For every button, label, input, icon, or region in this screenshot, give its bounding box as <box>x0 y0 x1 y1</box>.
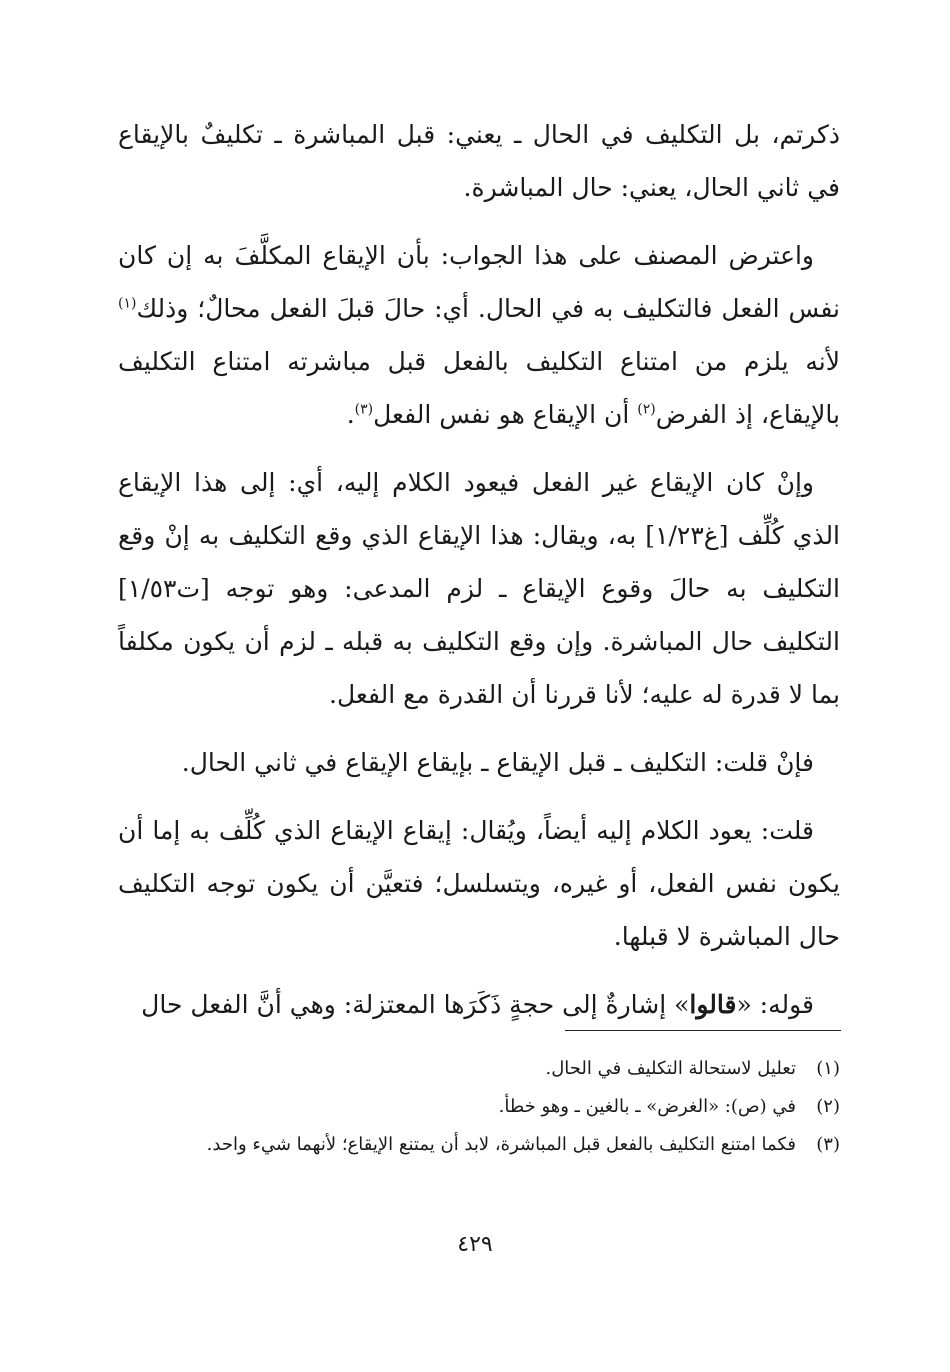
paragraph-2-text-d: . <box>346 400 355 429</box>
paragraph-2-text-a: واعترض المصنف على هذا الجواب: بأن الإيقاع المكلَّفَ به إن كان نفس الفعل فالتكليف به في الحال. أي: حالَ قبلَ الفعل محالٌ؛ وذلك <box>118 241 840 323</box>
paragraph-3-text: وإنْ كان الإيقاع غير الفعل فيعود الكلام إليه، أي: إلى هذا الإيقاع الذي كُلِّف [غ١/٢٣] به، ويقال: هذا الإيقاع الذي وقع التكليف به إنْ وقع التكليف به حالَ وقوع الإيقاع ـ لزم المدعى: وهو توجه [ت١/٥٣] التكليف حال المباشرة. وإن وقع التكليف به قبله ـ لزم أن يكون مكلفاً بما لا قدرة له عليه؛ لأنا قررنا أن القدرة مع الفعل. <box>118 468 841 709</box>
footnote-divider <box>565 1030 841 1031</box>
paragraph-4-text: فإنْ قلت: التكليف ـ قبل الإيقاع ـ بإيقاع الإيقاع في ثاني الحال. <box>181 748 814 777</box>
footnote-2-text: في (ص): «الغرض» ـ بالغين ـ وهو خطأ. <box>498 1096 796 1117</box>
paragraph-5 <box>118 804 840 963</box>
paragraph-3 <box>118 456 840 721</box>
main-text <box>118 108 840 1046</box>
footnote-ref-2[interactable]: (٢) <box>637 401 656 418</box>
quoted-keyword: قالوا <box>689 990 737 1019</box>
paragraph-2 <box>118 229 840 441</box>
footnote-3-text: فكما امتنع التكليف بالفعل قبل المباشرة، لابد أن يمتنع الإيقاع؛ لأنهما شيء واحد. <box>206 1134 796 1155</box>
paragraph-6 <box>118 978 840 1031</box>
footnote-3 <box>118 1127 840 1163</box>
page-number: ٤٢٩ <box>457 1232 493 1257</box>
paragraph-6-text-b: » إشارةٌ إلى حجةٍ ذَكَرَها المعتزلة: وهي أنَّ الفعل حال <box>141 990 690 1019</box>
footnote-1-text: تعليل لاستحالة التكليف في الحال. <box>545 1058 796 1079</box>
paragraph-4 <box>118 736 840 789</box>
paragraph-2-text-c: أن الإيقاع هو نفس الفعل <box>373 400 638 429</box>
paragraph-1 <box>118 108 840 214</box>
footnote-ref-3[interactable]: (٣) <box>354 401 374 418</box>
footnote-ref-1[interactable]: (١) <box>118 295 137 312</box>
paragraph-1-text: ذكرتم، بل التكليف في الحال ـ يعني: قبل المباشرة ـ تكليفٌ بالإيقاع في ثاني الحال، يعني: حال المباشرة. <box>118 120 840 202</box>
paragraph-5-text: قلت: يعود الكلام إليه أيضاً، ويُقال: إيقاع الإيقاع الذي كُلِّف به إما أن يكون نفس الفعل، أو غيره، ويتسلسل؛ فتعيَّن أن يكون توجه التكليف حال المباشرة لا قبلها. <box>118 816 840 951</box>
footnote-1 <box>118 1051 840 1087</box>
footnote-2 <box>118 1089 840 1125</box>
paragraph-2-text-b: لأنه يلزم من امتناع التكليف بالفعل قبل مباشرته امتناع التكليف بالإيقاع، إذ الفرض <box>118 347 840 429</box>
paragraph-6-text-a: قوله: « <box>736 990 814 1019</box>
footnote-2-number: (٢) <box>816 1096 840 1117</box>
footnote-3-number: (٣) <box>816 1134 840 1155</box>
footnotes <box>118 1051 840 1165</box>
footnote-1-number: (١) <box>816 1058 840 1079</box>
